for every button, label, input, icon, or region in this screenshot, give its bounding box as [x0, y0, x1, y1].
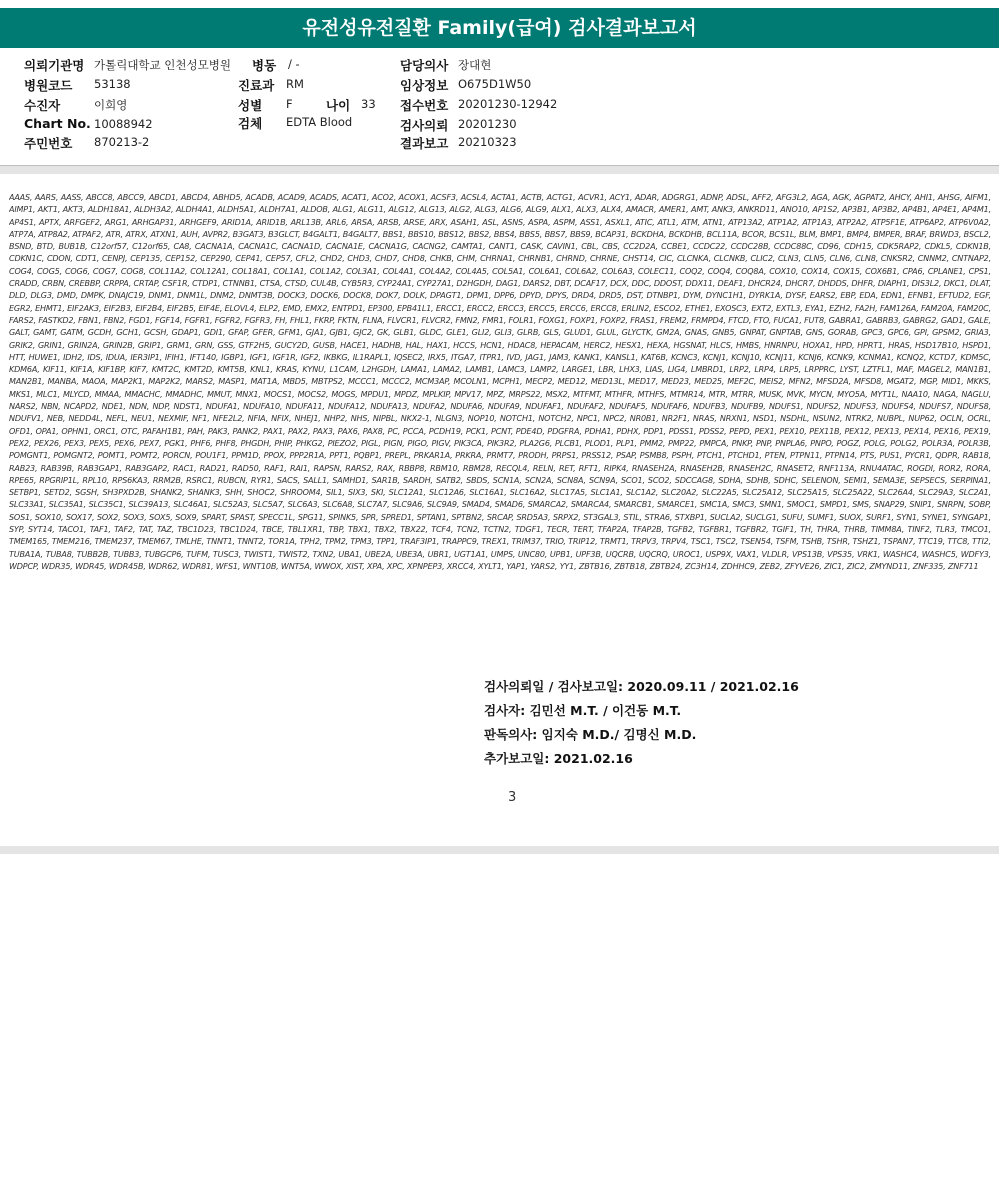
section-divider-top	[0, 166, 999, 174]
page-number: 3	[508, 790, 517, 805]
clinical-info-value: O675D1W50	[458, 77, 532, 91]
doctor-label: 담당의사	[400, 58, 449, 73]
patient-info-block	[0, 48, 999, 166]
receiver-label: 수진자	[24, 98, 61, 113]
chart-no-label: Chart No.	[24, 116, 91, 131]
request-date-label: 검사의뢰	[400, 118, 449, 133]
hospital-code-value: 53138	[94, 77, 131, 91]
ward-label: 병동	[252, 58, 277, 73]
receiver-value: 이희영	[94, 98, 128, 112]
addendum-date: 추가보고일: 2021.02.16	[484, 751, 633, 766]
technicians: 검사자: 김민선 M.T. / 이건동 M.T.	[484, 703, 682, 718]
gene-list: AAAS, AARS, AASS, ABCC8, ABCC9, ABCD1, ABCD4, ABHD5, ACADB, ACAD9, ACADS, ACAT1, ACO2, ACOX1, ACSF3, ACSL4, ACTA1, ACTB, ACTG1, ACVR1, ACY1, ADAR, ADGRG1, ADNP, ADSL, AFF2, AFG3L2, AGA, AGK, AGPAT2, AHCY, AHI1, AHSG, AIFM1, AIMP1, AKT1, AKT3, ALDH18A1, ALDH3A2, ALDH4A1, ALDH5A1, ALDH7A1, ALDOB, ALG1, ALG11, ALG12, ALG13, ALG2, ALG3, ALG6, ALG9, ALX1, ALX3, ALX4, AMACR, AMER1, AMT, ANK3, ANKRD11, ANO10, AP1S2, AP3B1, AP3B2, AP4B1, AP4E1, AP4M1, AP4S1, APTX, ARFGEF2, ARG1, ARHGAP31, ARHGEF9, ARID1A, ARID1B, ARL13B, ARL6, ARSA, ARSB, ARSE, ARX, ASAH1, ASL, ASNS, ASPA, ASPM, ASS1, ASXL1, ATIC, ATL1, ATM, ATN1, ATP13A2, ATP1A2, ATP1A3, ATP2A2, ATP5F1E, ATP6AP2, ATP6V0A2, ATP7A, ATP8A2, ATPAF2, ATR, ATRX, ATXN1, AUH, AVPR2, B3GAT3, B3GLCT, B4GALT1, B4GALT7, BBS1, BBS10, BBS12, BBS2, BBS4, BBS5, BBS7, BBS9, BCAP31, BCKDHA, BCKDHB, BCL11A, BCOR, BCS1L, BLM, BMP1, BMP4, BMPER, BRAF, BRWD3, BSCL2, BSND, BTD, BUB1B, C12orf57, C12orf65, CA8, CACNA1A, CACNA1C, CACNA1D, CACNA1E, CACNA1G, CACNG2, CAMTA1, CANT1, CASK, CAVIN1, CBL, CBS, CC2D2A, CCBE1, CCDC22, CCDC28B, CCDC88C, CD96, CDH15, CDK5RAP2, CDKL5, CDKN1B, CDKN1C, CDON, CDT1, CENPJ, CEP135, CEP152, CEP290, CEP41, CEP57, CFL2, CHD2, CHD3, CHD7, CHD8, CHKB, CHM, CHRNA1, CHRNB1, CHRND, CHRNE, CHST14, CIC, CLCNKA, CLCNKB, CLIC2, CLN3, CLN5, CLN6, CLN8, CNKSR2, CNNM2, CNTNAP2, COG4, COG5, COG6, COG7, COG8, COL11A2, COL12A1, COL18A1, COL1A1, COL1A2, COL3A1, COL4A1, COL4A2, COL4A5, COL5A1, COL6A1, COL6A2, COL6A3, COLEC11, COQ2, COQ4, COQ8A, COX10, COX14, COX15, COX6B1, CPA6, CPLANE1, CPS1, CRADD, CRBN, CREBBP, CRPPA, CRTAP, CSF1R, CTDP1, CTNNB1, CTSA, CTSD, CUL4B, CYB5R3, CYP24A1, CYP27A1, D2HGDH, DAG1, DARS2, DBT, DCAF17, DCX, DDC, DDOST, DDX11, DEAF1, DHCR24, DHCR7, DHDDS, DHFR, DIAPH1, DIS3L2, DKC1, DLAT, DLD, DLG3, DMD, DMPK, DNAJC19, DNM1, DNM1L, DNM2, DNMT3B, DOCK3, DOCK6, DOCK8, DOK7, DOLK, DPAGT1, DPM1, DPP6, DPYD, DPYS, DRD4, DRD5, DST, DTNBP1, DYM, DYNC1H1, DYRK1A, DYSF, EARS2, EBP, EDA, EDN1, EFNB1, EFTUD2, EGF, EGR2, EHMT1, EIF2AK3, EIF2B3, EIF2B4, EIF2B5, EIF4E, ELOVL4, ELP2, EMD, EMX2, ENTPD1, EP300, EPB41L1, ERCC1, ERCC2, ERCC3, ERCC5, ERCC6, ERCC8, ERLIN2, ESCO2, ETHE1, EXOSC3, EXT2, EXTL3, EYA1, EZH2, FA2H, FAM126A, FAM20A, FAM20C, FARS2, FASTKD2, FBN1, FBN2, FGD1, FGF14, FGFR1, FGFR2, FGFR3, FH, FHL1, FKRP, FKTN, FLNA, FLVCR1, FLVCR2, FMN2, FMR1, FOLR1, FOXG1, FOXP1, FOXP2, FRAS1, FREM2, FRMPD4, FTCD, FTO, FUCA1, FUT8, GABRA1, GABRB3, GABRG2, GAD1, GALE, GALT, GAMT, GATM, GCDH, GCH1, GCSH, GDAP1, GDI1, GFAP, GFER, GFM1, GJA1, GJB1, GJC2, GK, GLB1, GLDC, GLE1, GLI2, GLI3, GLRB, GLS, GLUD1, GLUL, GLYCTK, GM2A, GNAS, GNB5, GNPAT, GNPTAB, GNS, GORAB, GPC3, GPC6, GPI, GPSM2, GRIA3, GRIK2, GRIN1, GRIN2A, GRIN2B, GRIP1, GRM1, GRN, GSS, GTF2H5, GUCY2D, GUSB, HACE1, HADHB, HAL, HAX1, HCCS, HCN1, HDAC8, HEPACAM, HERC2, HESX1, HEXA, HGSNAT, HLCS, HMBS, HNRNPU, HOXA1, HPD, HPRT1, HRAS, HSD17B10, HSPD1, HTT, HUWE1, IDH2, IDS, IDUA, IER3IP1, IFIH1, IFT140, IGBP1, IGF1, IGF1R, IGF2, IKBKG, IL1RAPL1, IQSEC2, IRX5, ITGA7, ITPR1, IVD, JAG1, JAM3, KANK1, KANSL1, KAT6B, KCNC3, KCNJ1, KCNJ10, KCNJ11, KCNJ6, KCNK9, KCNMA1, KCNQ2, KCTD7, KDM5C, KDM6A, KIF11, KIF1A, KIF1BP, KIF7, KMT2C, KMT2D, KMT5B, KNL1, KRAS, KYNU, L1CAM, L2HGDH, LAMA1, LAMA2, LAMB1, LAMC3, LAMP2, LARGE1, LBR, LHX3, LIAS, LIG4, LMBRD1, LRP2, LRP4, LRP5, LRPPRC, LYST, LZTFL1, MAF, MAGEL2, MAN1B1, MAN2B1, MANBA, MAOA, MAP2K1, MAP2K2, MARS2, MASP1, MAT1A, MBD5, MBTPS2, MCCC1, MCCC2, MCM3AP, MCOLN1, MCPH1, MECP2, MED12, MED13L, MED17, MED23, MED25, MEF2C, MEIS2, MFN2, MFSD2A, MFSD8, MGAT2, MGP, MID1, MKKS, MKS1, MLC1, MLYCD, MMAA, MMACHC, MMADHC, MMUT, MNX1, MOCS1, MOCS2, MOGS, MPDU1, MPDZ, MPLKIP, MPV17, MPZ, MRPS22, MSX2, MTFMT, MTHFR, MTHFS, MTMR14, MTR, MTRR, MUSK, MVK, MYCN, MYO5A, MYT1L, NAA10, NAGA, NAGLU, NARS2, NBN, NCAPD2, NDE1, NDN, NDP, NDST1, NDUFA1, NDUFA10, NDUFA11, NDUFA12, NDUFA13, NDUFA2, NDUFA6, NDUFA9, NDUFAF1, NDUFAF2, NDUFAF5, NDUFAF6, NDUFB3, NDUFB9, NDUFS1, NDUFS2, NDUFS3, NDUFS4, NDUFS7, NDUFS8, NDUFV1, NEB, NEDD4L, NEFL, NEU1, NEXMIF, NF1, NFE2L2, NFIA, NFIX, NHEJ1, NHP2, NHS, NIPBL, NKX2-1, NLGN3, NOP10, NOTCH1, NOTCH2, NPC1, NPC2, NR0B1, NR2F1, NRAS, NRXN1, NSD1, NSDHL, NSUN2, NTRK2, NUBPL, NUP62, OCLN, OCRL, OFD1, OPA1, OPHN1, ORC1, OTC, PAFAH1B1, PAH, PAK3, PANK2, PAX1, PAX2, PAX3, PAX6, PAX8, PC, PCCA, PCDH19, PCK1, PCNT, PDE4D, PDGFRA, PDHA1, PDHX, PDP1, PDSS1, PDSS2, PEPD, PEX1, PEX10, PEX11B, PEX12, PEX13, PEX14, PEX16, PEX19, PEX2, PEX26, PEX3, PEX5, PEX6, PEX7, PGK1, PHF6, PHF8, PHGDH, PHIP, PHKG2, PIEZO2, PIGL, PIGN, PIGO, PIGV, PIK3CA, PIK3R2, PLA2G6, PLCB1, PLOD1, PLP1, PMM2, PMP22, PMPCA, PNKP, PNP, PNPLA6, PNPO, POGZ, POLG, POLG2, POLR3A, POLR3B, POMGNT1, POMGNT2, POMT1, POMT2, PORCN, POU1F1, PPM1D, PPOX, PPP2R1A, PPT1, PQBP1, PREPL, PRKAR1A, PRKRA, PRMT7, PRODH, PRPS1, PRSS12, PSAP, PSMB8, PSPH, PTCH1, PTCHD1, PTEN, PTPN11, PTPN14, PTS, PUS1, PYCR1, QDPR, RAB18, RAB23, RAB39B, RAB3GAP1, RAB3GAP2, RAC1, RAD21, RAD50, RAF1, RAI1, RAPSN, RARS2, RAX, RBBP8, RBM10, RBM28, RECQL4, RELN, RET, RFT1, RIPK4, RNASEH2A, RNASEH2B, RNASEH2C, RNASET2, RNF113A, RNU4ATAC, ROGDI, ROR2, RORA, RPE65, RPGRIP1L, RPL10, RPS6KA3, RRM2B, RSRC1, RUBCN, RYR1, SACS, SALL1, SAMHD1, SAR1B, SARDH, SATB2, SBDS, SCN1A, SCN2A, SCN8A, SCN9A, SCO1, SCO2, SDCCAG8, SDHA, SDHB, SDHC, SELENON, SEMI1, SEMA3E, SEPSECS, SERPINA1, SETBP1, SETD2, SGSH, SH3PXD2B, SHANK2, SHANK3, SHH, SHOC2, SHROOM4, SIL1, SIX3, SKI, SLC12A1, SLC12A6, SLC16A1, SLC16A2, SLC17A5, SLC1A1, SLC1A2, SLC20A2, SLC22A5, SLC25A12, SLC25A15, SLC25A22, SLC26A4, SLC29A3, SLC2A1, SLC33A1, SLC35A1, SLC35C1, SLC39A13, SLC46A1, SLC52A3, SLC5A7, SLC6A3, SLC6A8, SLC7A7, SLC9A6, SLC9A9, SMAD4, SMAD6, SMARCA2, SMARCA4, SMARCB1, SMARCE1, SMC1A, SMC3, SMN1, SMOC1, SMPD1, SMS, SNAP29, SNIP1, SNRPN, SOBP, SOS1, SOX10, SOX17, SOX2, SOX3, SOX5, SOX9, SPART, SPAST, SPECC1L, SPG11, SPINK5, SPR, SPRED1, SPTAN1, SPTBN2, SRCAP, SRD5A3, SRPX2, ST3GAL3, STIL, STRA6, STXBP1, SUCLA2, SUCLG1, SUFU, SUMF1, SUOX, SURF1, SYN1, SYNE1, SYNGAP1, SYP, SYT14, TACO1, TAF1, TAF2, TAT, TAZ, TBC1D23, TBC1D24, TBCE, TBL1XR1, TBP, TBX1, TBX2, TBX22, TCF4, TCN2, TCTN2, TDGF1, TECR, TERT, TFAP2A, TFAP2B, TGFB2, TGFBR1, TGFBR2, TGIF1, TH, THRA, THRB, TIMM8A, TINF2, TLR3, TMCO1, TMEM165, TMEM216, TMEM237, TMEM67, TMLHE, TNNT1, TNNT2, TOR1A, TPH2, TPM2, TPM3, TPP1, TRAF3IP1, TRAPPC9, TREX1, TRIM37, TRIO, TRIP12, TRMT1, TRPV3, TRPV4, TSC1, TSC2, TSEN54, TSFM, TSHB, TSHR, TSHZ1, TSPAN7, TTC19, TTC8, TTI2, TUBA1A, TUBA8, TUBB2B, TUBB3, TUBGCP6, TUFM, TUSC3, TWIST1, TWIST2, TXN2, UBA1, UBE2A, UBE3A, UBR1, UGT1A1, UMPS, UNC80, UPB1, UPF3B, UQCRB, UQCRQ, UROC1, USP9X, VAX1, VLDLR, VPS13B, VPS35, VRK1, WASHC4, WASHC5, WDFY3, WDPCP, WDR35, WDR45, WDR45B, WDR62, WDR81, WFS1, WNT10B, WNT5A, WWOX, XIST, XPA, XPC, XPNPEP3, XRCC4, XYLT1, YAP1, YARS2, YY1, ZBTB16, ZBTB18, ZBTB24, ZC3H14, ZDHHC9, ZEB2, ZFYVE26, ZIC1, ZIC2, ZMYND11, ZNF335, ZNF711	[9, 193, 991, 571]
report-title: 유전성유전질환 Family(급여) 검사결과보고서	[0, 8, 999, 48]
resident-no-value: 870213-2	[94, 135, 150, 149]
age-value: 33	[361, 97, 376, 111]
resident-no-label: 주민번호	[24, 136, 73, 151]
institution-value: 가톨릭대학교 인천성모병원	[94, 58, 231, 72]
specimen-label: 검체	[238, 116, 263, 131]
hospital-code-label: 병원코드	[24, 78, 73, 93]
doctor-value: 장대현	[458, 58, 492, 72]
report-date-value: 20210323	[458, 135, 517, 149]
request-report-dates: 검사의뢰일 / 검사보고일: 2020.09.11 / 2021.02.16	[484, 679, 799, 694]
chart-no-value: 10088942	[94, 117, 153, 131]
department-label: 진료과	[238, 78, 275, 93]
clinical-info-label: 임상정보	[400, 78, 449, 93]
department-value: RM	[286, 77, 304, 91]
sex-label: 성별	[238, 98, 263, 113]
institution-label: 의뢰기관명	[24, 58, 85, 73]
request-date-value: 20201230	[458, 117, 517, 131]
section-divider-bottom	[0, 846, 999, 854]
accession-no-value: 20201230-12942	[458, 97, 558, 111]
ward-value: / -	[288, 57, 300, 71]
reading-physicians: 판독의사: 임지숙 M.D./ 김명신 M.D.	[484, 727, 697, 742]
specimen-value: EDTA Blood	[286, 115, 353, 129]
accession-no-label: 접수번호	[400, 98, 449, 113]
age-label: 나이	[326, 98, 351, 113]
sex-value: F	[286, 97, 293, 111]
report-date-label: 결과보고	[400, 136, 449, 151]
